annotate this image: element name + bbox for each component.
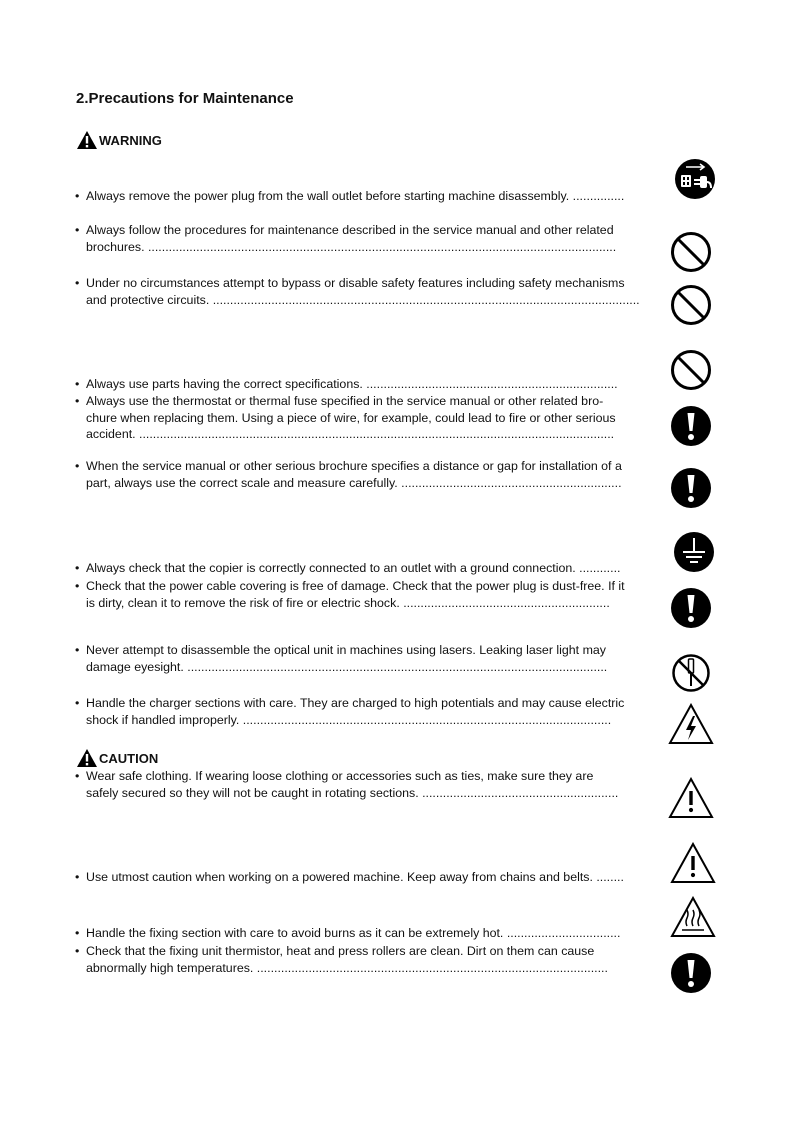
list-item-line: Check that the fixing unit thermistor, heat and press rollers are clean. Dirt on them can cause bbox=[86, 944, 595, 958]
list-item-line: Use utmost caution when working on a powered machine. Keep away from chains and belts. ........ bbox=[86, 870, 624, 884]
list-item: • Use utmost caution when working on a powered machine. Keep away from chains and belts. ........ bbox=[75, 869, 661, 886]
list-item: • Always check that the copier is correctly connected to an outlet with a ground connection. ............ bbox=[75, 560, 661, 577]
prohibited-icon bbox=[670, 349, 712, 391]
list-item: • Never attempt to disassemble the optical unit in machines using lasers. Leaking laser light may damage eyesight. .......................................................................................................................... bbox=[75, 642, 661, 675]
warning-triangle-icon bbox=[77, 131, 97, 149]
list-item: • Wear safe clothing. If wearing loose clothing or accessories such as ties, make sure they are safely secured so they will not be caught in rotating sections. ......................................................... bbox=[75, 768, 661, 801]
list-item-line: Check that the power cable covering is free of damage. Check that the power plug is dust-free. If it bbox=[86, 579, 625, 593]
caution-triangle-icon bbox=[670, 842, 716, 884]
prohibited-icon bbox=[670, 284, 712, 326]
list-item: • Always use the thermostat or thermal fuse specified in the service manual or other related bro- chure when replacing them. Using a piece of wire, for example, could lead to fire or other serious accident. .......................................................................................................................................... bbox=[75, 393, 661, 443]
list-item-line: Always use parts having the correct specifications. ......................................................................... bbox=[86, 377, 618, 391]
list-item-line: and protective circuits. ............................................................................................................................ bbox=[86, 292, 640, 307]
list-item-line: Under no circumstances attempt to bypass or disable safety features including safety mechanisms bbox=[86, 276, 625, 290]
list-item-line: Handle the charger sections with care. They are charged to high potentials and may cause electric bbox=[86, 696, 625, 710]
caution-triangle-icon bbox=[668, 777, 714, 819]
list-item: • Handle the charger sections with care. They are charged to high potentials and may cause electric shock if handled improperly. ........................................................................................................... bbox=[75, 695, 661, 728]
list-item-line: accident. .......................................................................................................................................... bbox=[86, 427, 615, 441]
page-title: 2.Precautions for Maintenance bbox=[76, 90, 294, 107]
list-item: • Handle the fixing section with care to avoid burns as it can be extremely hot. ................................. bbox=[75, 925, 661, 942]
list-item-line: brochures. ........................................................................................................................................ bbox=[86, 239, 617, 254]
caution-heading bbox=[77, 749, 158, 767]
list-item: • When the service manual or other serious brochure specifies a distance or gap for installation of a part, always use the correct scale and measure carefully. ................................................................ bbox=[75, 458, 661, 491]
list-item-line: Always follow the procedures for maintenance described in the service manual and other related bbox=[86, 223, 614, 237]
list-item: • Check that the fixing unit thermistor, heat and press rollers are clean. Dirt on them can cause abnormally high temperatures. ...................................................................................................... bbox=[75, 943, 661, 976]
list-item-line: part, always use the correct scale and measure carefully. ................................................................ bbox=[86, 475, 622, 490]
list-item-line: Always check that the copier is correctly connected to an outlet with a ground connection. ............ bbox=[86, 561, 621, 575]
list-item-line: Handle the fixing section with care to avoid burns as it can be extremely hot. ................................. bbox=[86, 926, 621, 940]
warning-heading bbox=[77, 131, 162, 149]
prohibited-icon bbox=[670, 231, 712, 273]
ground-connection-icon bbox=[673, 531, 715, 573]
list-item: • Always remove the power plug from the wall outlet before starting machine disassembly. ............... bbox=[75, 188, 661, 205]
list-item-line: damage eyesight. .......................................................................................................................... bbox=[86, 659, 608, 674]
caution-triangle-heading-icon bbox=[77, 749, 97, 767]
list-item-line: chure when replacing them. Using a piece of wire, for example, could lead to fire or other serious bbox=[86, 410, 616, 425]
list-item-line: is dirty, clean it to remove the risk of fire or electric shock. ............................................................ bbox=[86, 595, 610, 610]
mandatory-action-icon bbox=[670, 952, 712, 994]
hot-surface-warning-icon bbox=[670, 896, 716, 938]
no-disassembly-icon bbox=[671, 653, 711, 693]
list-item-line: Never attempt to disassemble the optical unit in machines using lasers. Leaking laser light may bbox=[86, 643, 606, 657]
list-item-line: Always remove the power plug from the wall outlet before starting machine disassembly. ............... bbox=[86, 189, 625, 203]
mandatory-action-icon bbox=[670, 587, 712, 629]
mandatory-action-icon bbox=[670, 405, 712, 447]
list-item-line: safely secured so they will not be caught in rotating sections. ......................................................... bbox=[86, 785, 619, 800]
list-item-line: shock if handled improperly. ........................................................................................................... bbox=[86, 712, 612, 727]
warning-label: WARNING bbox=[99, 132, 162, 148]
list-item: • Always follow the procedures for maintenance described in the service manual and other related brochures. ........................................................................................................................................ bbox=[75, 222, 661, 255]
list-item-line: When the service manual or other serious brochure specifies a distance or gap for installation of a bbox=[86, 459, 622, 473]
caution-label: CAUTION bbox=[99, 750, 159, 766]
list-item: • Check that the power cable covering is free of damage. Check that the power plug is dust-free. If it is dirty, clean it to remove the risk of fire or electric shock. ............................................................ bbox=[75, 578, 661, 611]
list-item-line: abnormally high temperatures. ...................................................................................................... bbox=[86, 960, 608, 975]
mandatory-action-icon bbox=[670, 467, 712, 509]
list-item: • Always use parts having the correct specifications. ......................................................................... bbox=[75, 376, 661, 393]
list-item-line: Always use the thermostat or thermal fuse specified in the service manual or other related bro- bbox=[86, 394, 604, 408]
electric-shock-warning-icon bbox=[668, 703, 714, 745]
unplug-icon bbox=[674, 158, 716, 200]
list-item-line: Wear safe clothing. If wearing loose clothing or accessories such as ties, make sure they are bbox=[86, 769, 594, 783]
list-item: • Under no circumstances attempt to bypass or disable safety features including safety mechanisms and protective circuits. ............................................................................................................................ bbox=[75, 275, 661, 308]
